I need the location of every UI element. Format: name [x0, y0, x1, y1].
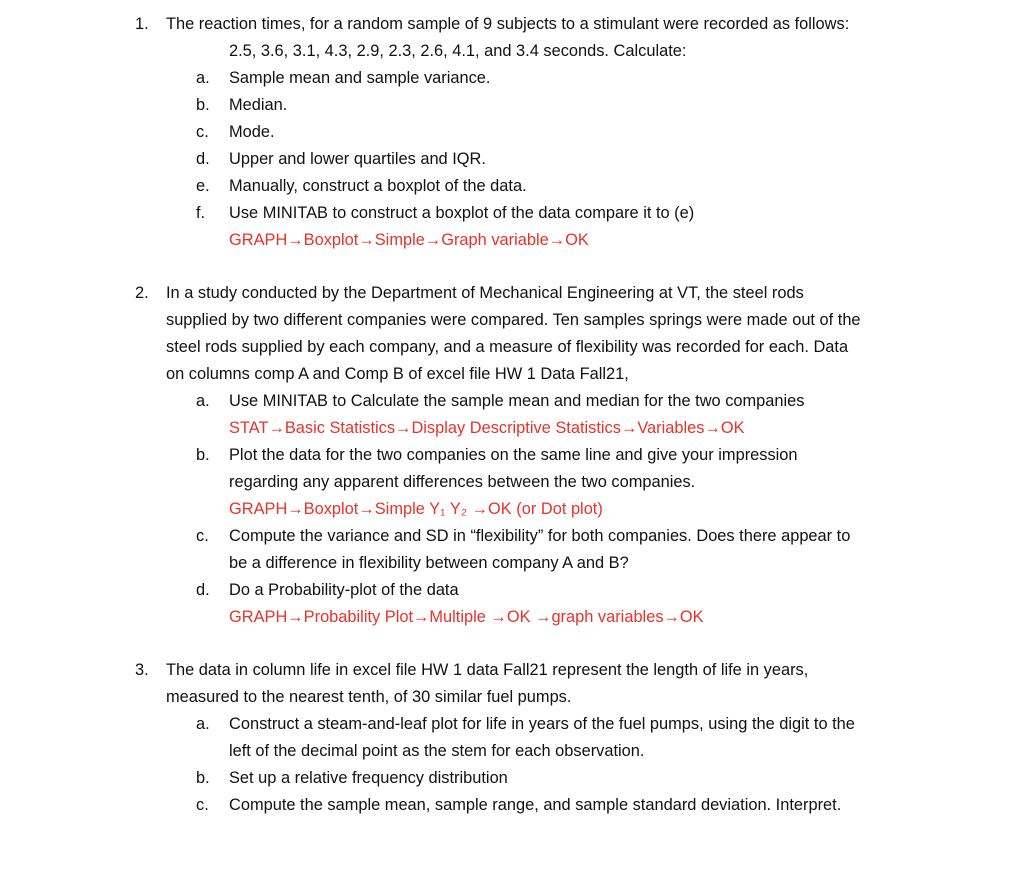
question-number: 1.: [135, 15, 149, 33]
part-text-line: be a difference in flexibility between company A and B?: [229, 554, 629, 572]
part-text-line: Do a Probability-plot of the data: [229, 581, 459, 599]
question-text-line: on columns comp A and Comp B of excel file HW 1 Data Fall21,: [166, 365, 629, 383]
menu-path: STAT→Basic Statistics→Display Descriptive Statistics→Variables→OK: [229, 419, 745, 437]
part-text-line: Upper and lower quartiles and IQR.: [229, 150, 486, 168]
question-text-line: The data in column life in excel file HW 1 data Fall21 represent the length of life in years,: [166, 661, 809, 679]
part-text-line: Set up a relative frequency distribution: [229, 769, 508, 787]
part-text-line: Mode.: [229, 123, 275, 141]
part-text-line: Compute the variance and SD in “flexibility” for both companies. Does there appear to: [229, 527, 851, 545]
part-text-line: regarding any apparent differences between the two companies.: [229, 473, 696, 491]
part-letter: b.: [196, 446, 210, 464]
part-text-line: Sample mean and sample variance.: [229, 69, 491, 87]
question-number: 3.: [135, 661, 149, 679]
menu-path: GRAPH→Probability Plot→Multiple →OK →graph variables→OK: [229, 608, 704, 626]
part-letter: a.: [196, 69, 210, 87]
part-letter: d.: [196, 150, 210, 168]
part-text-line: left of the decimal point as the stem for each observation.: [229, 742, 645, 760]
part-letter: c.: [196, 796, 209, 814]
question-number: 2.: [135, 284, 149, 302]
part-letter: c.: [196, 123, 209, 141]
part-letter: a.: [196, 392, 210, 410]
part-text-line: Compute the sample mean, sample range, and sample standard deviation. Interpret.: [229, 796, 842, 814]
part-letter: f.: [196, 204, 206, 222]
part-text-line: Construct a steam-and-leaf plot for life in years of the fuel pumps, using the digit to the: [229, 715, 855, 733]
part-letter: b.: [196, 769, 210, 787]
question-text-line: 2.5, 3.6, 3.1, 4.3, 2.9, 2.3, 2.6, 4.1, and 3.4 seconds. Calculate:: [229, 42, 687, 60]
menu-path: GRAPH→Boxplot→Simple→Graph variable→OK: [229, 231, 589, 249]
part-letter: c.: [196, 527, 209, 545]
question-text-line: steel rods supplied by each company, and a measure of flexibility was recorded for each. Data: [166, 338, 849, 356]
part-letter: e.: [196, 177, 210, 195]
part-letter: d.: [196, 581, 210, 599]
menu-path: GRAPH→Boxplot→Simple Y₁ Y₂ →OK (or Dot plot): [229, 500, 603, 518]
part-text-line: Use MINITAB to construct a boxplot of the data compare it to (e): [229, 204, 695, 222]
question-text-line: supplied by two different companies were compared. Ten samples springs were made out of the: [166, 311, 861, 329]
part-text-line: Manually, construct a boxplot of the data.: [229, 177, 527, 195]
question-text-line: The reaction times, for a random sample of 9 subjects to a stimulant were recorded as follows:: [166, 15, 850, 33]
question-text-line: In a study conducted by the Department of Mechanical Engineering at VT, the steel rods: [166, 284, 804, 302]
question-text-line: measured to the nearest tenth, of 30 similar fuel pumps.: [166, 688, 572, 706]
part-text-line: Plot the data for the two companies on the same line and give your impression: [229, 446, 798, 464]
part-text-line: Median.: [229, 96, 288, 114]
part-letter: b.: [196, 96, 210, 114]
part-text-line: Use MINITAB to Calculate the sample mean and median for the two companies: [229, 392, 805, 410]
part-letter: a.: [196, 715, 210, 733]
